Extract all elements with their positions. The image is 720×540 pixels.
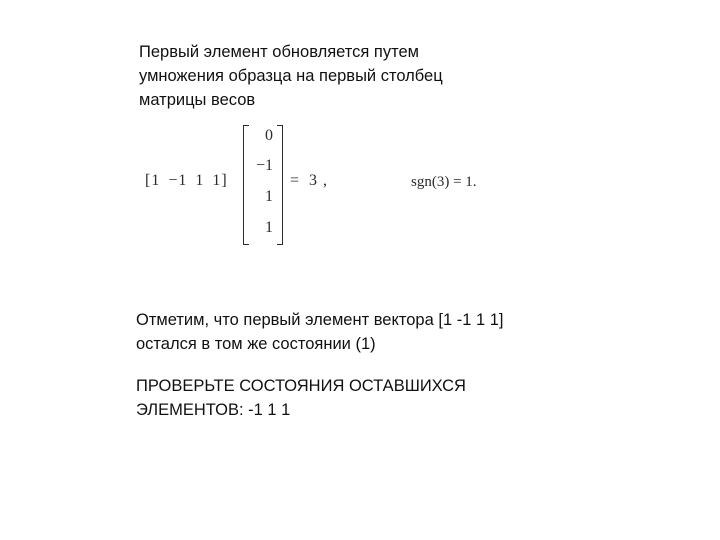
intro-line-1: Первый элемент обновляется путем <box>139 43 419 61</box>
note-line-1: Отметим, что первый элемент вектора [1 -1 1 1] <box>136 311 504 329</box>
note-paragraph <box>136 308 596 356</box>
result-comma: , <box>323 172 328 189</box>
intro-line-3: матрицы весов <box>139 91 256 109</box>
column-vector-entry-3: 1 <box>265 188 273 205</box>
right-bracket <box>277 125 283 245</box>
task-paragraph <box>136 374 596 422</box>
row-vector-entry-2: −1 <box>168 172 188 189</box>
result-value: 3 <box>309 172 318 189</box>
intro-paragraph <box>139 40 539 112</box>
left-bracket <box>243 125 249 245</box>
column-vector-entry-4: 1 <box>265 219 273 236</box>
row-vector-entry-4: 1] <box>212 172 228 189</box>
column-vector-entry-2: −1 <box>255 157 273 174</box>
intro-line-2: умножения образца на первый столбец <box>139 67 443 85</box>
equation-image <box>140 124 520 248</box>
task-line-2: ЭЛЕМЕНТОВ: -1 1 1 <box>136 401 291 419</box>
row-vector-entry-1: [1 <box>145 172 161 189</box>
row-vector-entry-3: 1 <box>195 172 205 189</box>
equation-result <box>290 172 327 190</box>
equals-sign: = <box>290 172 300 189</box>
column-vector-entry-1: 0 <box>265 127 273 144</box>
sign-expression: sgn(3) = 1. <box>411 174 477 190</box>
column-vector <box>243 124 283 246</box>
task-line-1: ПРОВЕРЬТЕ СОСТОЯНИЯ ОСТАВШИХСЯ <box>136 377 466 395</box>
row-vector <box>145 172 228 190</box>
note-line-2: остался в том же состоянии (1) <box>136 335 376 353</box>
